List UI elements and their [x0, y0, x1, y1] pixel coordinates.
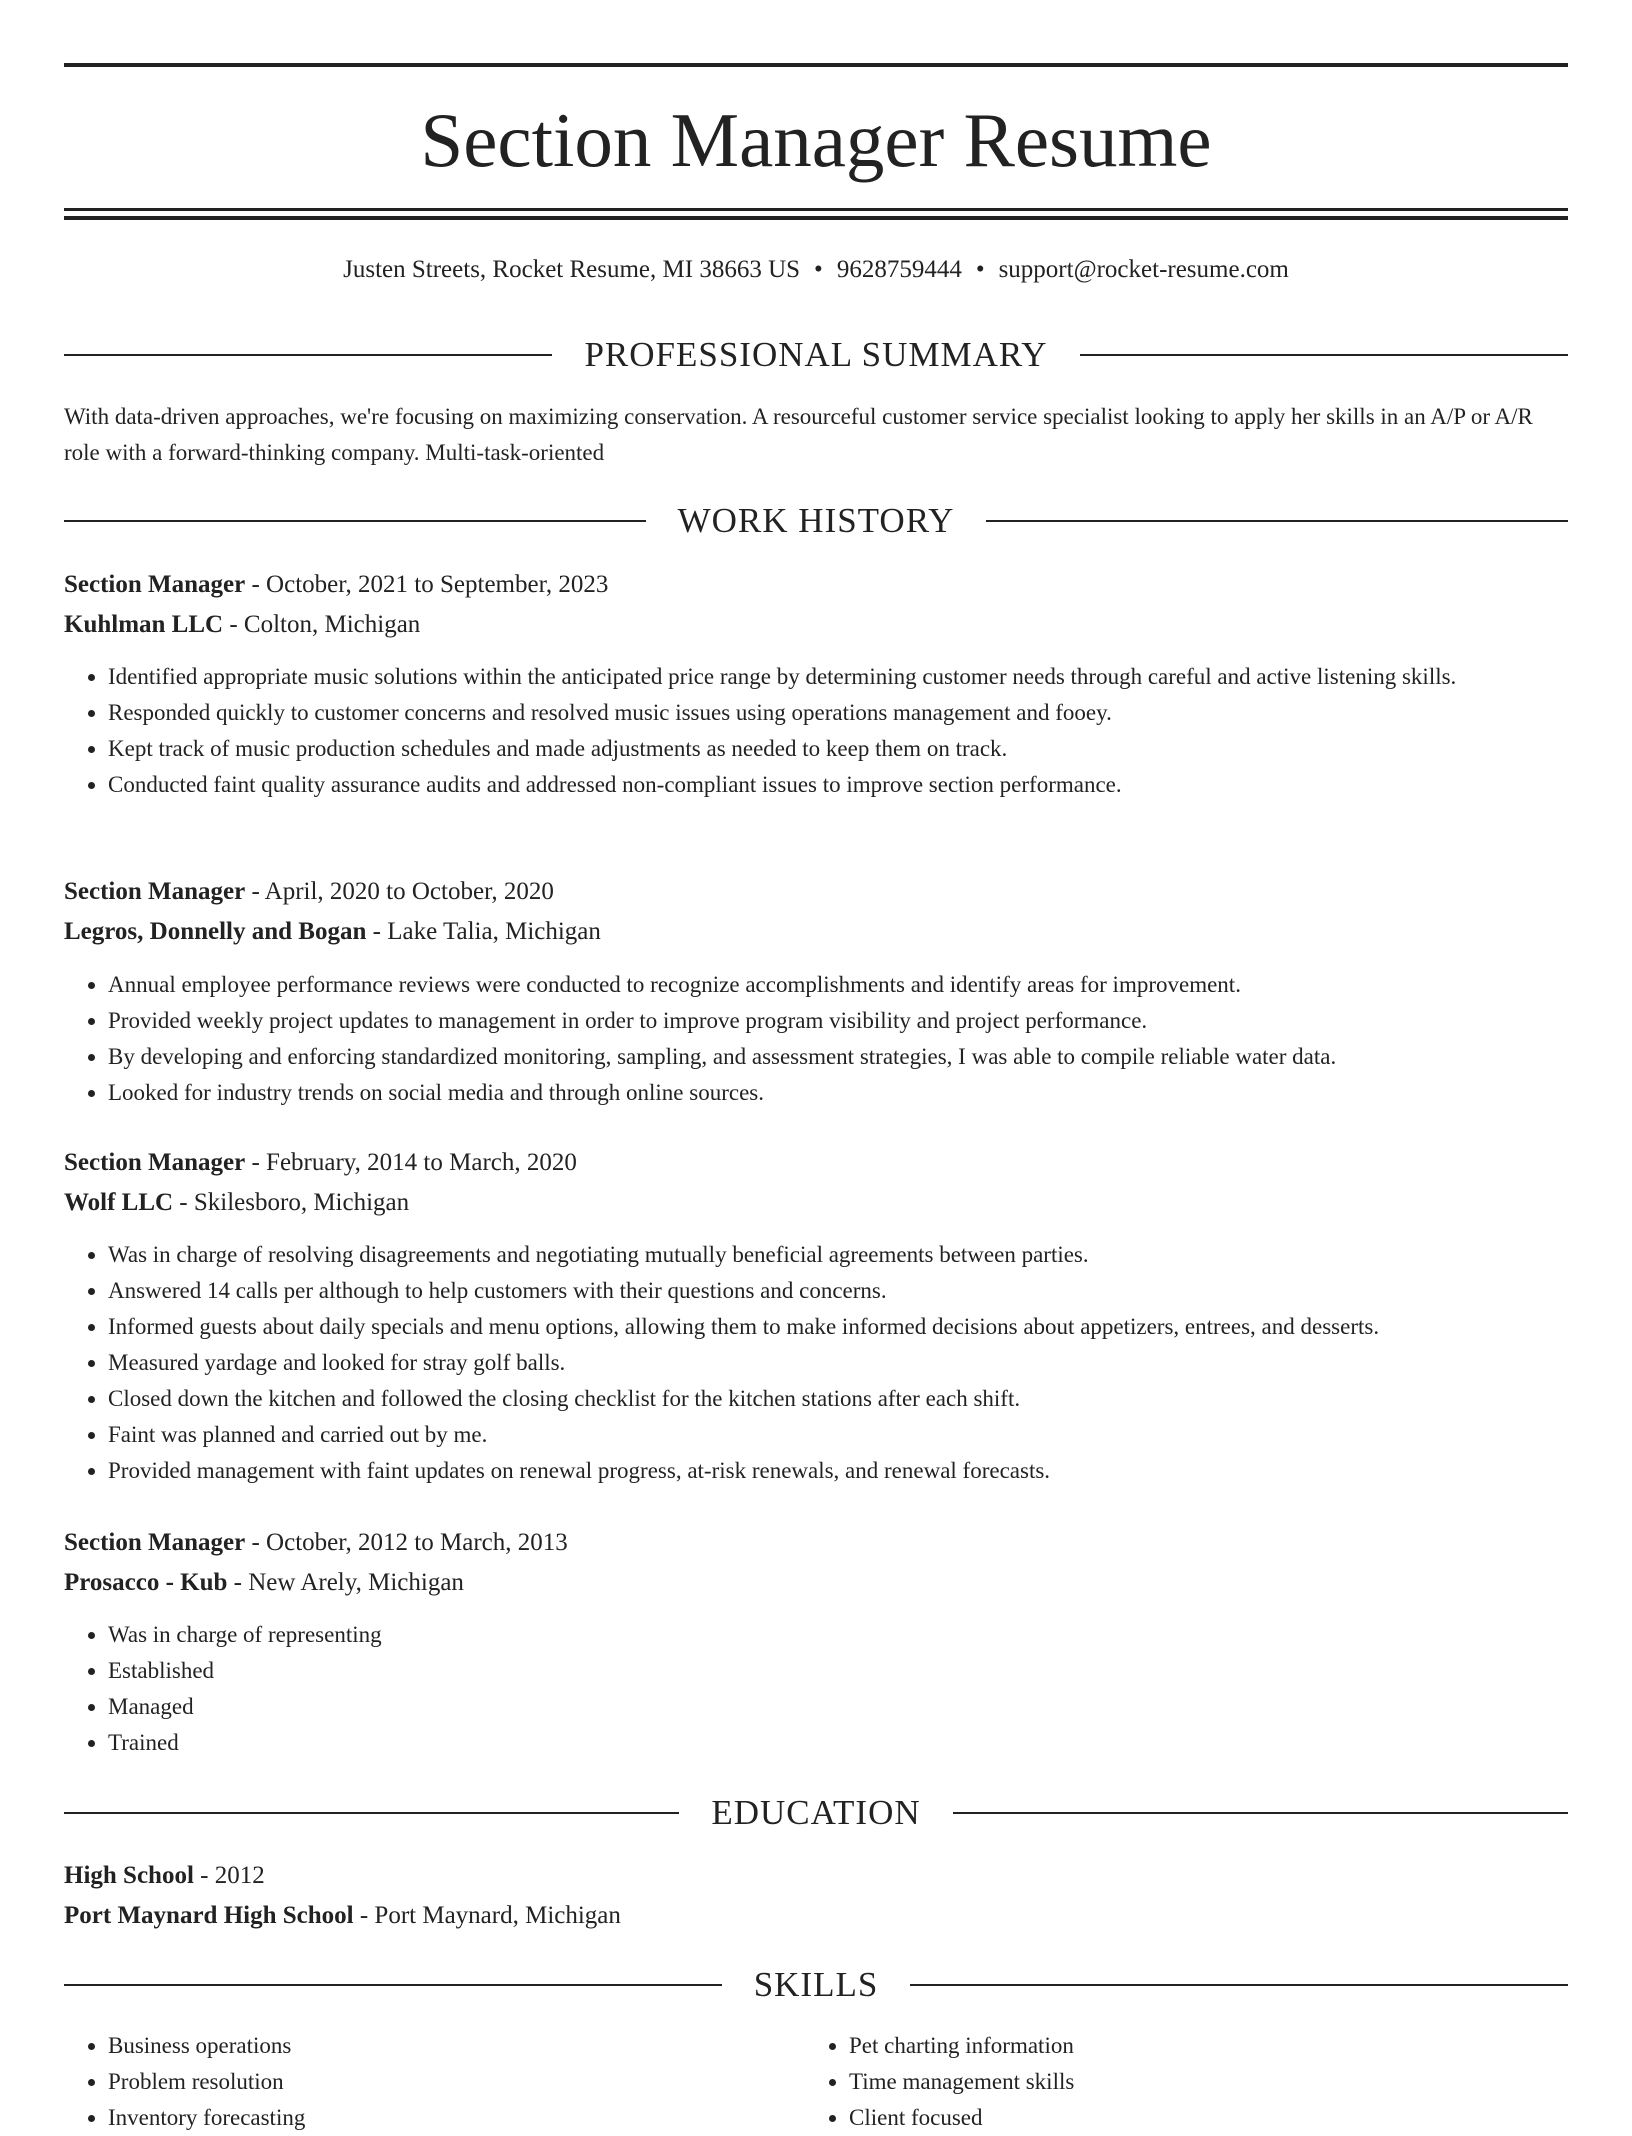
list-item: • Was in charge of resolving disagreements and negotiating mutually beneficial agreements between parties. [108, 1237, 1612, 1273]
education-degree-line [64, 1856, 1568, 1896]
job-title: Section Manager [64, 1149, 246, 1176]
job-title-line [64, 1523, 1568, 1563]
education-entry [64, 1856, 1568, 1936]
job-company: Wolf LLC [64, 1189, 174, 1216]
list-item: • Annual employee performance reviews were conducted to recognize accomplishments and identify areas for improvement. [108, 967, 1612, 1003]
education-degree: High School [64, 1862, 194, 1889]
section-rule [64, 520, 646, 522]
job-entry [64, 1143, 1568, 1223]
header-bottom-rule-2 [64, 216, 1568, 220]
job-company-line [64, 605, 1568, 645]
list-item: • Conducted faint quality assurance audits and addressed non-compliant issues to improve section performance. [108, 767, 1612, 803]
education-school: Port Maynard High School [64, 1902, 354, 1929]
job-entry [64, 872, 1568, 952]
job-title-line [64, 872, 1568, 912]
job-entry [64, 1523, 1568, 1603]
section-rule [64, 354, 552, 356]
job-title-line [64, 565, 1568, 605]
header-top-rule [64, 63, 1568, 67]
section-rule [64, 1812, 679, 1814]
list-item: • Was in charge of representing [108, 1617, 1612, 1653]
skills-list-right [805, 2028, 1546, 2136]
contact-address: Justen Streets, Rocket Resume, MI 38663 US [343, 256, 801, 283]
list-item: • Problem resolution [108, 2064, 805, 2100]
section-title: WORK HISTORY [677, 501, 955, 540]
education-location: - Port Maynard, Michigan [353, 1902, 621, 1929]
job-company: Prosacco - Kub [64, 1569, 228, 1596]
resume-title: Section Manager Resume [420, 97, 1212, 183]
section-header-summary [64, 333, 1568, 377]
job-title-line [64, 1143, 1568, 1183]
list-item: • Answered 14 calls per although to help customers with their questions and concerns. [108, 1273, 1612, 1309]
education-year: - 2012 [193, 1862, 265, 1889]
section-header-work-history [64, 499, 1568, 543]
list-item: • Kept track of music production schedules and made adjustments as needed to keep them on track. [108, 731, 1612, 767]
job-company: Kuhlman LLC [64, 611, 224, 638]
contact-email: support@rocket-resume.com [998, 256, 1289, 283]
section-rule [64, 1984, 722, 1986]
list-item: • Client focused [849, 2100, 1546, 2136]
job-bullets [64, 1237, 1612, 1489]
job-company-line [64, 1563, 1568, 1603]
list-item: • Provided management with faint updates on renewal progress, at-risk renewals, and renewal forecasts. [108, 1453, 1612, 1489]
list-item: • Informed guests about daily specials and menu options, allowing them to make informed decisions about appetizers, entrees, and desserts. [108, 1309, 1612, 1345]
job-location: - Skilesboro, Michigan [173, 1189, 410, 1216]
list-item: • Responded quickly to customer concerns and resolved music issues using operations management and fooey. [108, 695, 1612, 731]
job-location: - New Arely, Michigan [227, 1569, 464, 1596]
education-school-line [64, 1896, 1568, 1936]
contact-separator: • [814, 256, 823, 283]
list-item: • Pet charting information [849, 2028, 1546, 2064]
job-company-line [64, 1183, 1568, 1223]
summary-text: With data-driven approaches, we're focusing on maximizing conservation. A resourceful customer service specialist looking to apply her skills in an A/P or A/R role with a forward-thinking company. Multi-task-oriented [64, 404, 1533, 465]
section-rule [953, 1812, 1568, 1814]
section-title: SKILLS [753, 1965, 879, 2004]
job-entry [64, 565, 1568, 645]
job-company-line [64, 912, 1568, 952]
job-location: - Lake Talia, Michigan [366, 918, 601, 945]
list-item: • Managed [108, 1689, 1612, 1725]
job-company: Legros, Donnelly and Bogan [64, 918, 367, 945]
list-item: • Business operations [108, 2028, 805, 2064]
section-rule [910, 1984, 1568, 1986]
section-rule [1080, 354, 1568, 356]
list-item: • Time management skills [849, 2064, 1546, 2100]
job-location: - Colton, Michigan [223, 611, 421, 638]
job-title: Section Manager [64, 571, 246, 598]
header-bottom-rule [64, 208, 1568, 211]
list-item: • Identified appropriate music solutions within the anticipated price range by determining customer needs through careful and active listening skills. [108, 659, 1612, 695]
section-title: EDUCATION [711, 1793, 921, 1832]
section-title: PROFESSIONAL SUMMARY [584, 335, 1048, 374]
job-title: Section Manager [64, 1529, 246, 1556]
list-item: • Inventory forecasting [108, 2100, 805, 2136]
list-item: • Provided weekly project updates to management in order to improve program visibility and project performance. [108, 1003, 1612, 1039]
job-dates: - October, 2021 to September, 2023 [245, 571, 609, 598]
contact-line [64, 252, 1568, 288]
job-dates: - April, 2020 to October, 2020 [245, 878, 554, 905]
skills-list-left [64, 2028, 805, 2136]
list-item: • Measured yardage and looked for stray golf balls. [108, 1345, 1612, 1381]
job-bullets [64, 659, 1612, 803]
section-header-skills [64, 1963, 1568, 2007]
list-item: • Looked for industry trends on social media and through online sources. [108, 1075, 1612, 1111]
job-bullets [64, 1617, 1612, 1761]
job-dates: - February, 2014 to March, 2020 [245, 1149, 577, 1176]
section-header-education [64, 1791, 1568, 1835]
list-item: • Trained [108, 1725, 1612, 1761]
section-rule [986, 520, 1568, 522]
skills-grid [64, 2028, 1568, 2136]
contact-separator: • [975, 256, 985, 283]
list-item: • Faint was planned and carried out by me. [108, 1417, 1612, 1453]
list-item: • Established [108, 1653, 1612, 1689]
contact-phone: 9628759444 [836, 256, 962, 283]
job-bullets [64, 967, 1612, 1111]
job-dates: - October, 2012 to March, 2013 [245, 1529, 568, 1556]
list-item: • By developing and enforcing standardized monitoring, sampling, and assessment strategies, I was able to compile reliable water data. [108, 1039, 1612, 1075]
list-item: • Closed down the kitchen and followed the closing checklist for the kitchen stations after each shift. [108, 1381, 1612, 1417]
job-title: Section Manager [64, 878, 246, 905]
